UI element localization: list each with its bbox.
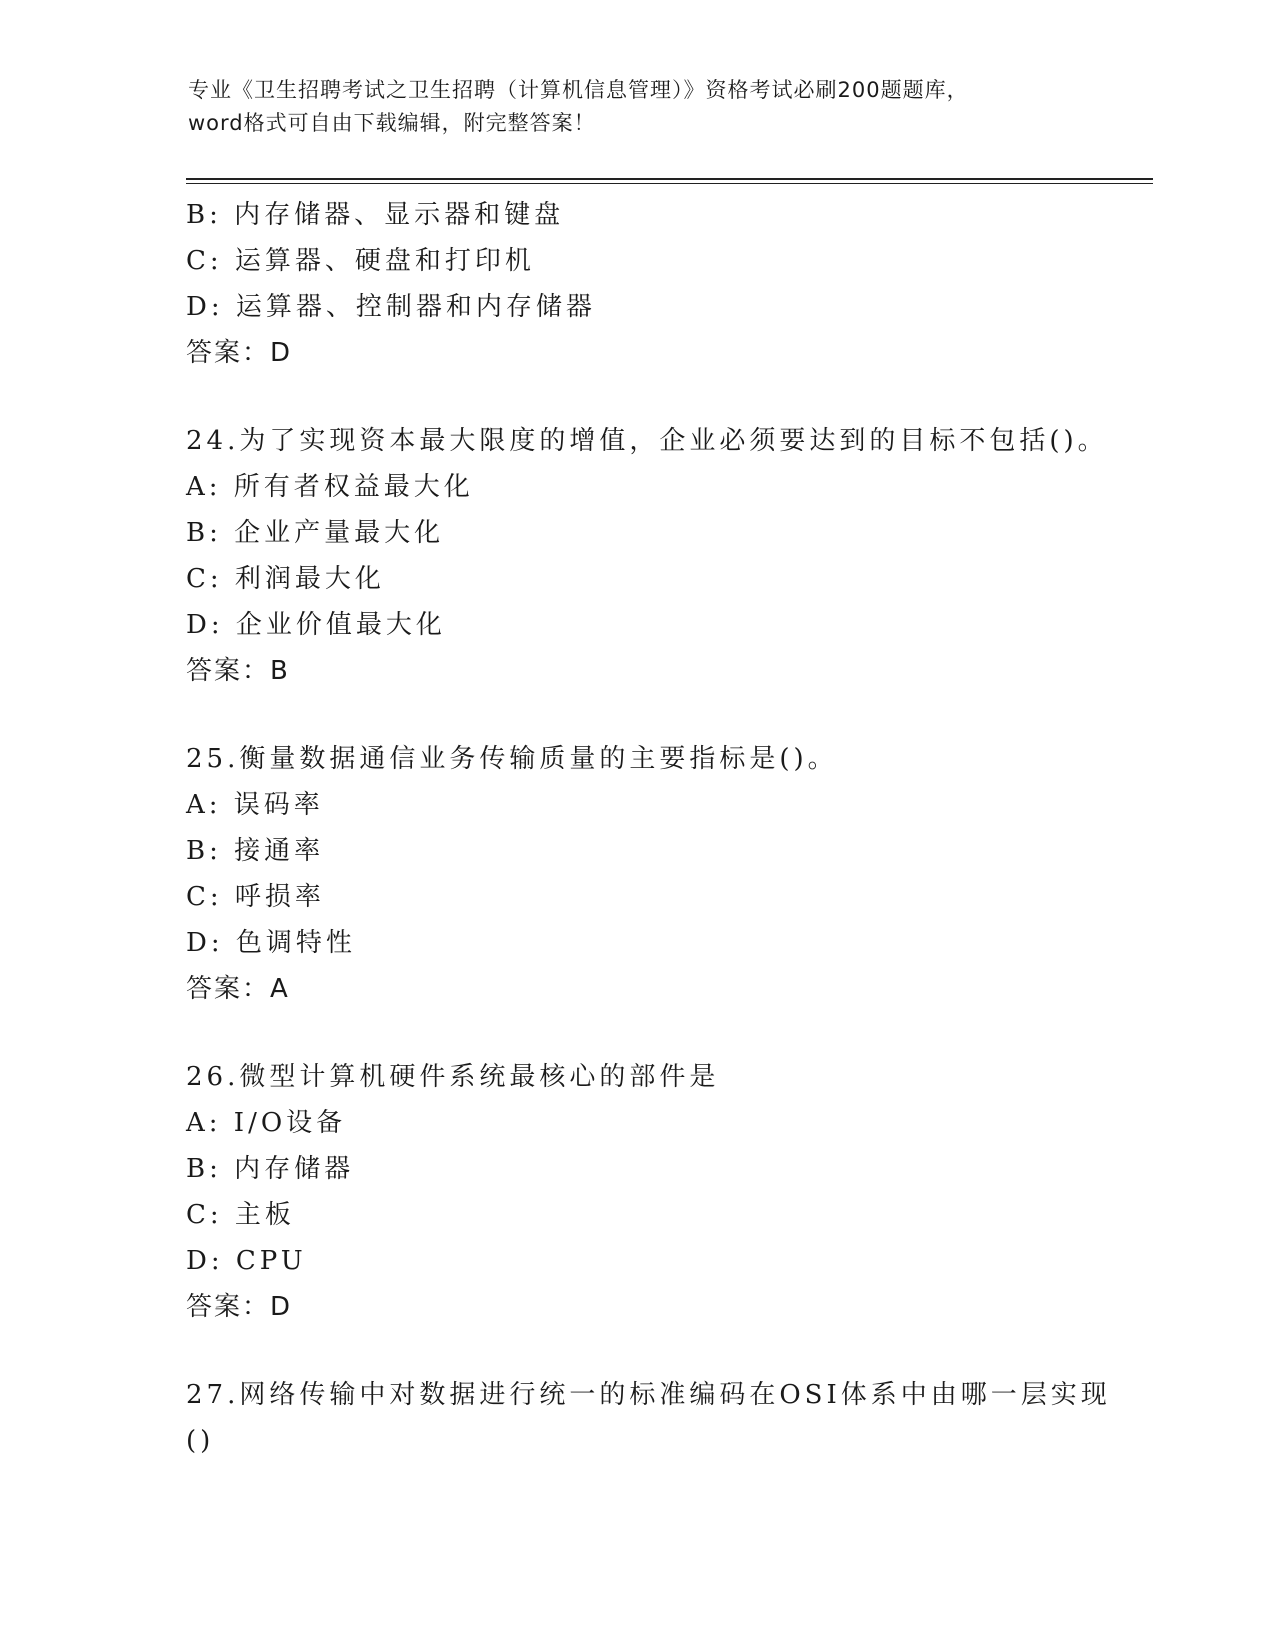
option-a: A: I/O设备 [186, 1108, 347, 1138]
question-stem: 24.为了实现资本最大限度的增值，企业必须要达到的目标不包括()。 [186, 426, 1108, 456]
header-divider-thin [186, 183, 1153, 184]
question-stem: 25.衡量数据通信业务传输质量的主要指标是()。 [186, 744, 838, 774]
option-b: B: 内存储器、显示器和键盘 [186, 200, 565, 230]
question-block-24 [186, 418, 1146, 694]
answer-label: 答案：B [186, 656, 290, 686]
option-a: A: 所有者权益最大化 [186, 472, 474, 502]
option-d: D: 企业价值最大化 [186, 610, 446, 640]
header-line-2: word格式可自由下载编辑，附完整答案！ [188, 111, 596, 135]
option-b: B: 接通率 [186, 836, 325, 866]
option-c: C: 呼损率 [186, 882, 325, 912]
option-c: C: 运算器、硬盘和打印机 [186, 246, 535, 276]
option-d: D: 色调特性 [186, 928, 356, 958]
question-stem: 27.网络传输中对数据进行统一的标准编码在OSI体系中由哪一层实现 [186, 1380, 1111, 1410]
option-c: C: 主板 [186, 1200, 295, 1230]
question-stem-continuation: () [186, 1426, 215, 1456]
option-c: C: 利润最大化 [186, 564, 385, 594]
document-header [188, 74, 1088, 140]
option-b: B: 企业产量最大化 [186, 518, 445, 548]
header-line-1: 专业《卫生招聘考试之卫生招聘（计算机信息管理）》资格考试必刷200题题库， [188, 78, 969, 102]
option-a: A: 误码率 [186, 790, 324, 820]
option-d: D: CPU [186, 1246, 307, 1276]
question-block-23 [186, 192, 1146, 376]
question-list [186, 192, 1146, 1464]
question-block-26 [186, 1054, 1146, 1330]
answer-label: 答案：A [186, 974, 290, 1004]
answer-label: 答案：D [186, 338, 293, 368]
question-stem: 26.微型计算机硬件系统最核心的部件是 [186, 1062, 720, 1092]
header-divider-thick [186, 178, 1153, 180]
question-block-27 [186, 1372, 1146, 1464]
question-block-25 [186, 736, 1146, 1012]
option-b: B: 内存储器 [186, 1154, 355, 1184]
answer-label: 答案：D [186, 1292, 293, 1322]
option-d: D: 运算器、控制器和内存储器 [186, 292, 596, 322]
